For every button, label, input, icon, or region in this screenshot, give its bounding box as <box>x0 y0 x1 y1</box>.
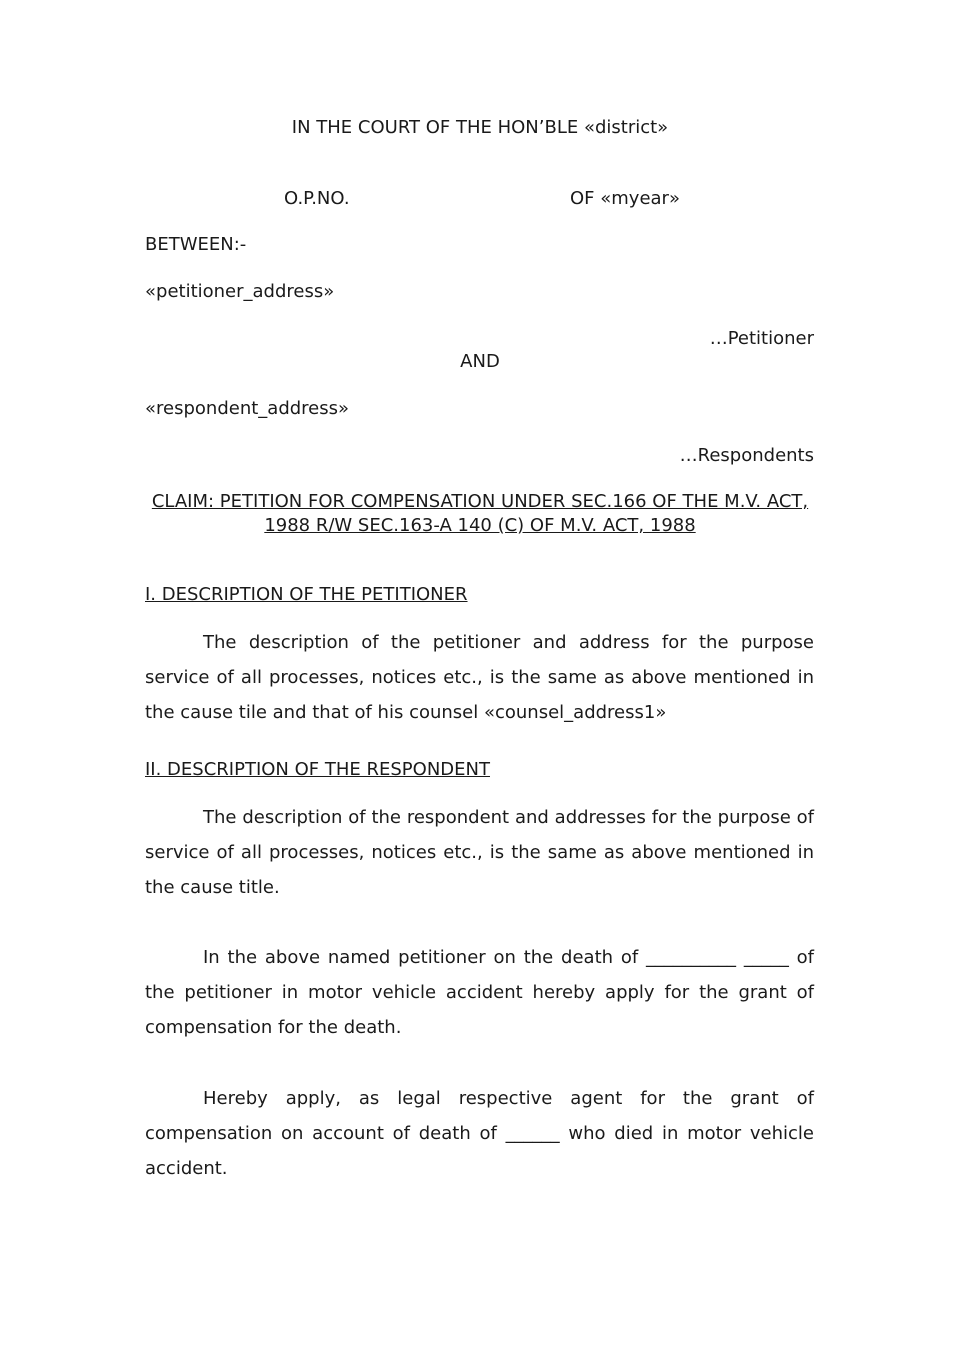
death-claim-paragraph: In the above named petitioner on the death of __________ _____ of the petitioner in motor vehicle accident hereby apply for the grant of compensation for the death. <box>145 947 814 1038</box>
section-respondent-body: The description of the respondent and addresses for the purpose of service of all processes, notices etc., is the same as above mentioned in the cause title. <box>145 807 814 898</box>
case-year-label: OF «myear» <box>570 188 680 209</box>
court-heading: IN THE COURT OF THE HON’BLE «district» <box>291 117 669 138</box>
claim-title-line2: 1988 R/W SEC.163-A 140 (C) OF M.V. ACT, 1988 <box>264 515 696 536</box>
section-respondent-heading: II. DESCRIPTION OF THE RESPONDENT <box>145 759 490 780</box>
petitioner-role: …Petitioner <box>709 328 814 349</box>
between-label: BETWEEN:- <box>145 234 247 255</box>
legal-agent-paragraph: Hereby apply, as legal respective agent for the grant of compensation on account of death of ______ who died in motor vehicle accident. <box>145 1088 814 1179</box>
respondent-role: …Respondents <box>679 445 814 466</box>
respondent-address: «respondent_address» <box>145 398 350 419</box>
section-petitioner-body: The description of the petitioner and address for the purpose service of all processes, notices etc., is the same as above mentioned in the cause tile and that of his counsel «counsel_address1» <box>145 632 814 723</box>
claim-title-line1: CLAIM: PETITION FOR COMPENSATION UNDER SEC.166 OF THE M.V. ACT, <box>151 491 809 512</box>
petitioner-address: «petitioner_address» <box>145 281 335 302</box>
case-number-label: O.P.NO. <box>284 188 350 209</box>
and-label: AND <box>460 351 500 372</box>
claim-title <box>130 490 830 538</box>
section-petitioner-heading: I. DESCRIPTION OF THE PETITIONER <box>145 584 468 605</box>
